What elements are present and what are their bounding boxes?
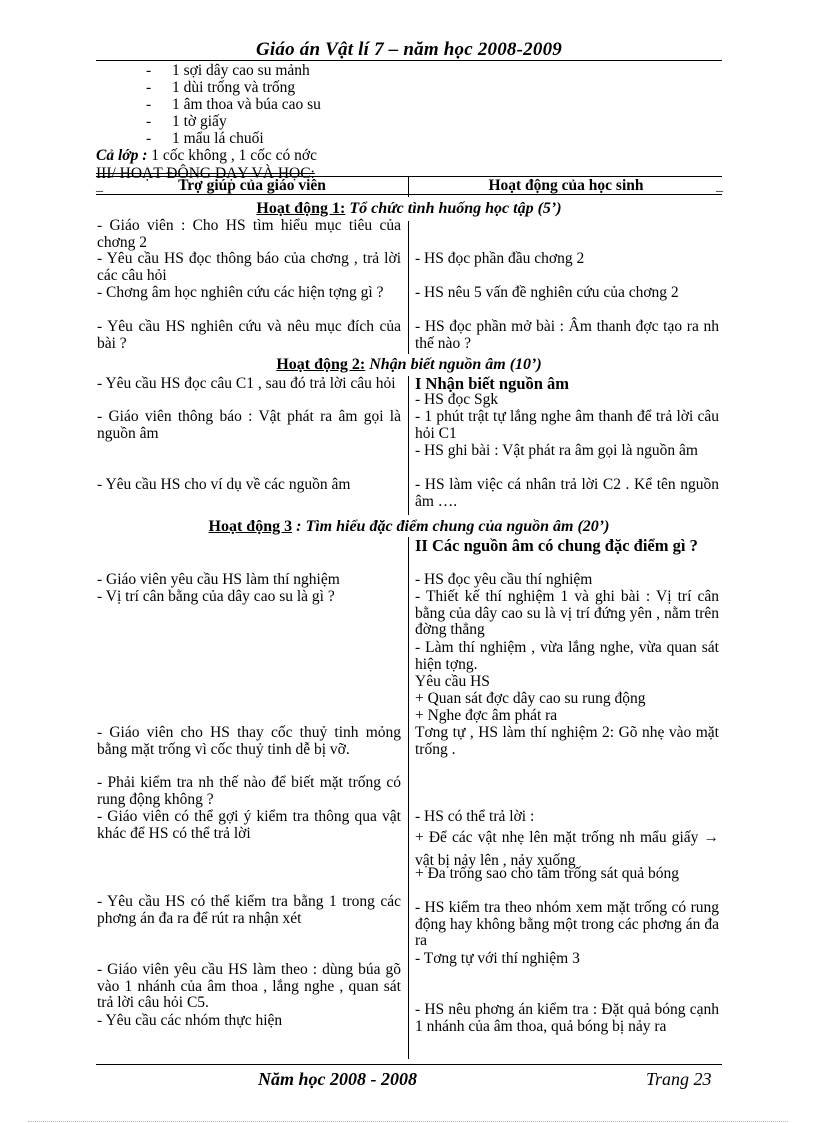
material-text: 1 mẩu lá chuối [172, 130, 264, 147]
section-title: III/ HOẠT ĐỘNG DẠY VÀ HỌC: [96, 165, 315, 182]
activity-title: Hoạt động 2: [276, 356, 366, 373]
student-item: - HS nêu 5 vấn đề nghiên cứu của chơng 2 [415, 284, 679, 301]
student-item: - Làm thí nghiệm , vừa lắng nghe, vừa quan sát hiện tợng. [415, 639, 719, 673]
material-text: 1 dùi trống và trống [172, 79, 296, 96]
material-item [146, 96, 321, 113]
material-text: 1 tờ giấy [172, 113, 227, 130]
bullet: - [146, 62, 152, 79]
column-header-student: Hoạt động của học sinh [488, 177, 644, 194]
activity-title: Hoạt động 3 [208, 518, 293, 535]
page-header: Giáo án Vật lí 7 – năm học 2008-2009 [256, 39, 562, 60]
activity-desc: : Tìm hiểu đặc điểm chung của nguồn âm (20’) [292, 518, 610, 535]
material-item [146, 113, 227, 130]
bullet: - [146, 113, 152, 130]
student-item: - HS đọc yêu cầu thí nghiệm [415, 571, 593, 588]
student-heading: II Các nguồn âm có chung đặc điểm gì ? [415, 536, 698, 555]
teacher-item: - Yêu cầu HS cho ví dụ về các nguồn âm [97, 476, 351, 493]
activity-desc: Tổ chức tình huống học tập (5’) [345, 200, 562, 217]
student-item: + Để các vật nhẹ lên mặt trống nh mẩu giấy → vật bị nảy lên , nảy xuống [415, 829, 719, 869]
student-item: - HS nêu phơng án kiểm tra : Đặt quả bóng cạnh 1 nhánh của âm thoa, quả bóng bị nảy ra [415, 1001, 719, 1035]
material-item [146, 79, 295, 96]
table-column-divider [408, 176, 409, 1059]
class-materials-label: Cả lớp : [96, 147, 148, 164]
teacher-item: - Yêu cầu HS có thể kiểm tra bằng 1 trong các phơng án đa ra để rút ra nhận xét [97, 893, 401, 927]
student-item: Tơng tự , HS làm thí nghiệm 2: Gõ nhẹ vào mặt trống . [415, 724, 719, 758]
teacher-item: - Giáo viên yêu cầu HS làm theo : dùng búa gõ vào 1 nhánh của âm thoa , lắng nghe , quan sát trả lời câu hỏi C5. [97, 961, 401, 1011]
student-item: - 1 phút trật tự lắng nghe âm thanh để trả lời câu hỏi C1 [415, 408, 719, 442]
tick-right: _ [716, 179, 723, 194]
activity-heading [96, 518, 722, 536]
class-materials [96, 147, 317, 164]
student-item: - HS kiểm tra theo nhóm xem mặt trống có rung động hay không bằng một trong các phơng án đa ra [415, 899, 719, 949]
material-text: 1 âm thoa và búa cao su [172, 96, 321, 113]
class-materials-text: 1 cốc không , 1 cốc có nớc [147, 147, 317, 164]
student-heading: I Nhận biết nguồn âm [415, 374, 570, 393]
student-item: - HS đọc phần mở bài : Âm thanh đợc tạo ra nh thế nào ? [415, 318, 719, 352]
teacher-item: - Giáo viên yêu cầu HS làm thí nghiệm [97, 571, 340, 588]
student-item: - HS ghi bài : Vật phát ra âm gọi là nguồn âm [415, 442, 698, 459]
teacher-item: - Giáo viên : Cho HS tìm hiểu mục tiêu của chơng 2 [97, 217, 401, 251]
student-item: - HS đọc Sgk [415, 391, 499, 408]
activity-desc: Nhận biết nguồn âm (10’) [365, 356, 542, 373]
student-item: - Thiết kế thí nghiệm 1 và ghi bài : Vị trí cân bằng của dây cao su là vị trí đứng yên , nằm trên đờng thẳng [415, 588, 719, 638]
student-item: + Nghe đợc âm phát ra [415, 707, 558, 724]
teacher-item: - Phải kiểm tra nh thế nào để biết mặt trống có rung động không ? [97, 774, 401, 808]
page-bottom-edge [28, 1121, 788, 1122]
activity-heading [96, 356, 722, 374]
teacher-item: - Yêu cầu HS đọc thông báo của chơng , trả lời các câu hỏi [97, 250, 401, 284]
material-item [146, 62, 310, 79]
activity-heading [96, 200, 722, 218]
footer-school-year: Năm học 2008 - 2008 [258, 1069, 417, 1089]
student-item: - HS đọc phần đầu chơng 2 [415, 250, 585, 267]
teacher-item: - Yêu cầu HS nghiên cứu và nêu mục đích của bài ? [97, 318, 401, 352]
bullet: - [146, 79, 152, 96]
material-text: 1 sợi dây cao su mảnh [172, 62, 310, 79]
teacher-item: - Giáo viên cho HS thay cốc thuỷ tinh mỏng bằng mặt trống vì cốc thuỷ tinh dễ bị vỡ. [97, 724, 401, 758]
teacher-item: - Giáo viên thông báo : Vật phát ra âm gọi là nguồn âm [97, 408, 401, 442]
column-header-rule [96, 194, 722, 195]
teacher-item: - Vị trí cân bằng của dây cao su là gì ? [97, 588, 335, 605]
teacher-item: - Yêu cầu các nhóm thực hiện [97, 1012, 283, 1029]
footer-rule [96, 1064, 722, 1065]
tick-left: _ [96, 179, 103, 194]
teacher-item: - Chơng âm học nghiên cứu các hiện tợng gì ? [97, 284, 384, 301]
footer-page-number: Trang 23 [646, 1069, 712, 1089]
teacher-item: - Giáo viên có thể gợi ý kiểm tra thông qua vật khác để HS có thể trả lời [97, 808, 401, 842]
column-header-teacher: Trợ giúp của giáo viên [178, 177, 326, 194]
student-item: - HS có thể trả lời : [415, 808, 535, 825]
student-item: - HS làm việc cá nhân trả lời C2 . Kể tên nguồn âm …. [415, 476, 719, 510]
teacher-item: - Yêu cầu HS đọc câu C1 , sau đó trả lời câu hỏi [97, 375, 396, 392]
bullet: - [146, 130, 152, 147]
student-item: + Quan sát đợc dây cao su rung động [415, 690, 646, 707]
student-item: - Tơng tự với thí nghiệm 3 [415, 950, 580, 967]
student-item: + Đa trống sao cho tâm trống sát quả bóng [415, 865, 680, 882]
header-rule [96, 60, 722, 61]
bullet: - [146, 96, 152, 113]
student-item: Yêu cầu HS [415, 673, 490, 690]
activity-title: Hoạt động 1: [256, 200, 346, 217]
material-item [146, 130, 264, 147]
